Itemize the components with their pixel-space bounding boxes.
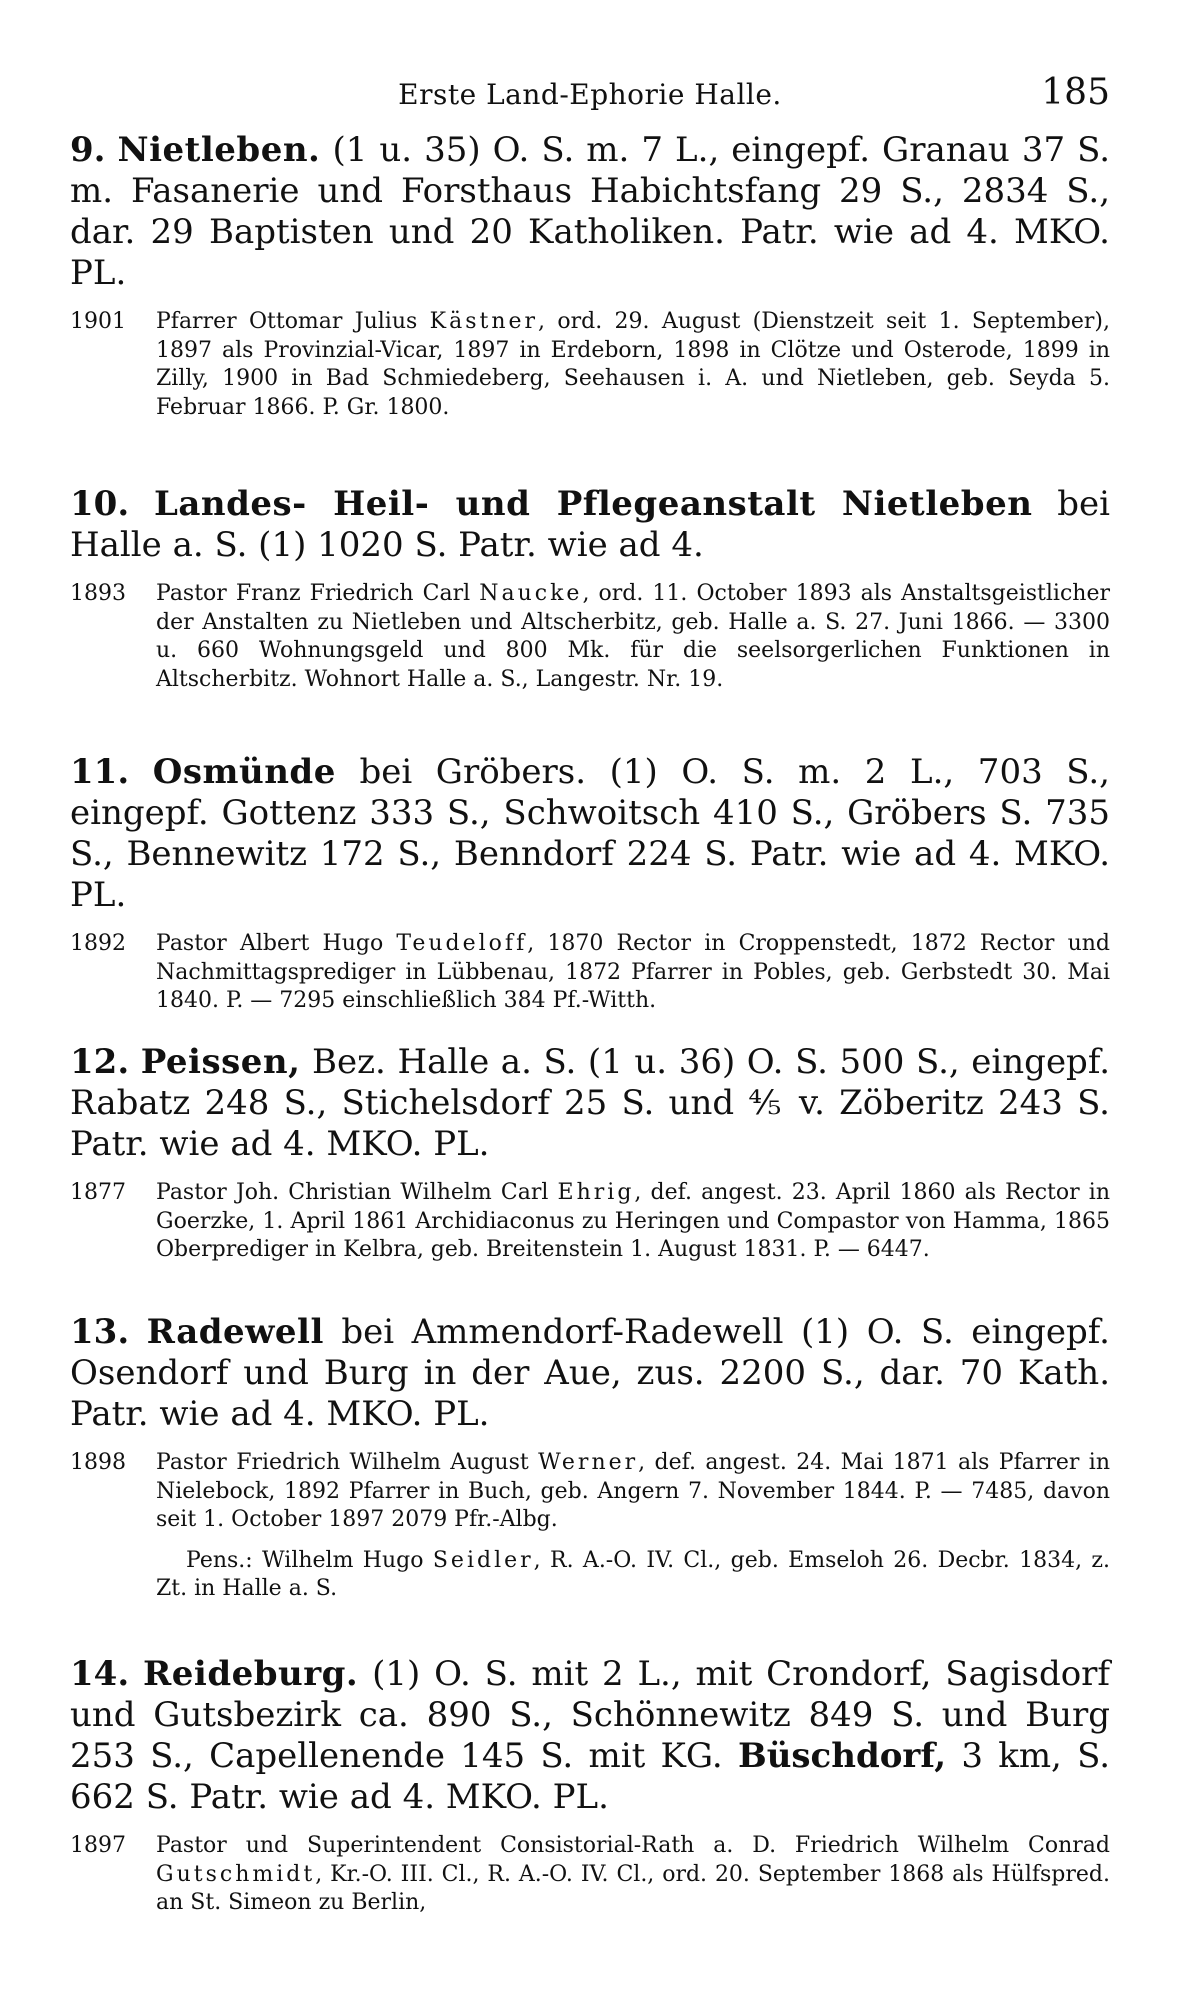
record-text [156, 580, 1110, 694]
record-name: Kästner [429, 309, 539, 334]
entry-number: 11. [70, 752, 130, 792]
record-text [156, 1449, 1110, 1535]
entry-subplace: Büschdorf, [737, 1736, 947, 1776]
record-post: , def. angest. 23. April 1860 als Rector in Goerzke, 1. April 1861 Archidiaconus zu Heringen und Compastor von Hamma, 1865 Oberprediger in Kelbra, geb. Breitenstein 1. August 1831. P. — 6447. [156, 1180, 1110, 1262]
record-name: Gutschmidt [156, 1861, 316, 1887]
pension-pre: Pens.: Wilhelm Hugo [186, 1547, 433, 1573]
clergy-record [70, 930, 1110, 1016]
pension-note [156, 1547, 1110, 1604]
pension-name: Seidler [432, 1547, 534, 1573]
entry-text-continued: 3 km, S. 662 S. Patr. wie ad 4. MKO. PL. [70, 1736, 1111, 1817]
clergy-record [70, 1832, 1110, 1918]
record-pre: Pastor Friedrich Wilhelm August [156, 1450, 539, 1475]
record-pre: Pastor und Superintendent Consistorial-Rath a. D. Friedrich Wilhelm Conrad [156, 1833, 1110, 1858]
pension-post: , R. A.-O. IV. Cl., geb. Emseloh 26. Decbr. 1834, z. Zt. in Halle a. S. [156, 1547, 1111, 1601]
clergy-record [70, 1179, 1110, 1265]
entry-nietleben [70, 130, 1110, 422]
clergy-record [70, 580, 1110, 694]
entry-place: Reideburg. [143, 1654, 359, 1694]
clergy-record [70, 308, 1110, 422]
entry-heading [70, 130, 1110, 294]
entry-place: Radewell [146, 1312, 324, 1352]
page-number: 185 [1041, 72, 1110, 113]
record-year: 1898 [70, 1450, 126, 1475]
record-pre: Pastor Albert Hugo [156, 931, 397, 956]
entry-osmuende [70, 752, 1110, 1016]
entry-reideburg [70, 1654, 1110, 1918]
entry-text: bei Gröbers. (1) O. S. m. 2 L., 703 S., eingepf. Gottenz 333 S., Schwoitsch 410 S., Gröbers S. 735 S., Bennewitz 172 S., Benndorf 224 S. Patr. wie ad 4. MKO. PL. [70, 752, 1110, 915]
record-year: 1897 [70, 1833, 126, 1858]
entry-text: Bez. Halle a. S. (1 u. 36) O. S. 500 S., eingepf. Rabatz 248 S., Stichelsdorf 25 S. und ⅘ v. Zöberitz 243 S. Patr. wie ad 4. MKO. PL. [70, 1042, 1111, 1164]
entry-number: 10. [70, 484, 130, 524]
entry-place: Peissen, [140, 1042, 301, 1082]
entry-number: 9. [70, 130, 106, 170]
entry-heading [70, 752, 1110, 916]
record-text [156, 930, 1110, 1016]
record-text [156, 1179, 1110, 1265]
record-post: , def. angest. 24. Mai 1871 als Pfarrer in Nielebock, 1892 Pfarrer in Buch, geb. Angern 7. November 1844. P. — 7485, davon seit 1. October 1897 2079 Pfr.-Albg. [156, 1450, 1110, 1532]
record-post: , ord. 11. October 1893 als Anstaltsgeistlicher der Anstalten zu Nietleben und Altscherbitz, geb. Halle a. S. 27. Juni 1866. — 3300 u. 660 Wohnungsgeld und 800 Mk. für die seelsorgerlichen Funktionen in Altscherbitz. Wohnort Halle a. S., Langestr. Nr. 19. [156, 581, 1110, 692]
record-name: Werner [538, 1450, 639, 1475]
entry-text: bei Ammendorf-Radewell (1) O. S. eingepf. Osendorf und Burg in der Aue, zus. 2200 S., dar. 70 Kath. Patr. wie ad 4. MKO. PL. [70, 1312, 1110, 1434]
entry-place: Osmünde [152, 752, 336, 792]
record-text [156, 308, 1110, 422]
entry-peissen [70, 1042, 1110, 1265]
record-pre: Pastor Franz Friedrich Carl [156, 581, 480, 606]
record-year: 1892 [70, 931, 126, 956]
entry-heading [70, 1312, 1110, 1435]
record-year: 1893 [70, 581, 126, 606]
running-head [70, 72, 1110, 122]
record-year: 1901 [70, 309, 126, 334]
clergy-record [70, 1449, 1110, 1535]
entry-heading [70, 484, 1110, 566]
entry-place: Landes- Heil- und Pflegeanstalt Nietleben [153, 484, 1033, 524]
record-text [156, 1832, 1110, 1918]
entry-place: Nietleben. [117, 130, 321, 170]
record-name: Teudeloff [396, 931, 528, 956]
record-pre: Pastor Joh. Christian Wilhelm Carl [156, 1180, 558, 1205]
entry-heading [70, 1042, 1110, 1165]
record-post: , 1870 Rector in Croppenstedt, 1872 Rector und Nachmittagsprediger in Lübbenau, 1872 Pfarrer in Pobles, geb. Gerbstedt 30. Mai 1840. P. — 7295 einschließlich 384 Pf.-Witth. [156, 931, 1110, 1013]
record-name: Ehrig [557, 1180, 635, 1205]
record-name: Naucke [479, 581, 583, 606]
entry-number: 13. [70, 1312, 130, 1352]
entry-landes-heil-und-pflegeanstalt [70, 484, 1110, 694]
record-year: 1877 [70, 1180, 126, 1205]
entry-number: 14. [70, 1654, 130, 1694]
running-title: Erste Land-Ephorie Halle. [398, 78, 782, 111]
entry-text: (1 u. 35) O. S. m. 7 L., eingepf. Granau 37 S. m. Fasanerie und Forsthaus Habichtsfang 29 S., 2834 S., dar. 29 Baptisten und 20 Katholiken. Patr. wie ad 4. MKO. PL. [70, 130, 1111, 293]
record-pre: Pfarrer Ottomar Julius [156, 309, 430, 334]
record-post: , ord. 29. August (Dienstzeit seit 1. September), 1897 als Provinzial-Vicar, 1897 in Erdeborn, 1898 in Clötze und Osterode, 1899 in Zilly, 1900 in Bad Schmiedeberg, Seehausen i. A. und Nietleben, geb. Seyda 5. Februar 1866. P. Gr. 1800. [156, 309, 1111, 420]
entry-number: 12. [70, 1042, 130, 1082]
entry-text: (1) O. S. mit 2 L., mit Crondorf, Sagisdorf und Gutsbezirk ca. 890 S., Schönnewitz 849 S. und Burg 253 S., Capellenende 145 S. mit KG. [70, 1654, 1111, 1776]
record-post: , Kr.-O. III. Cl., R. A.-O. IV. Cl., ord. 20. September 1868 als Hülfspred. an St. Simeon zu Berlin, [156, 1861, 1110, 1915]
entry-text: bei Halle a. S. (1) 1020 S. Patr. wie ad 4. [70, 484, 1110, 565]
entry-radewell [70, 1312, 1110, 1604]
entry-heading [70, 1654, 1110, 1818]
